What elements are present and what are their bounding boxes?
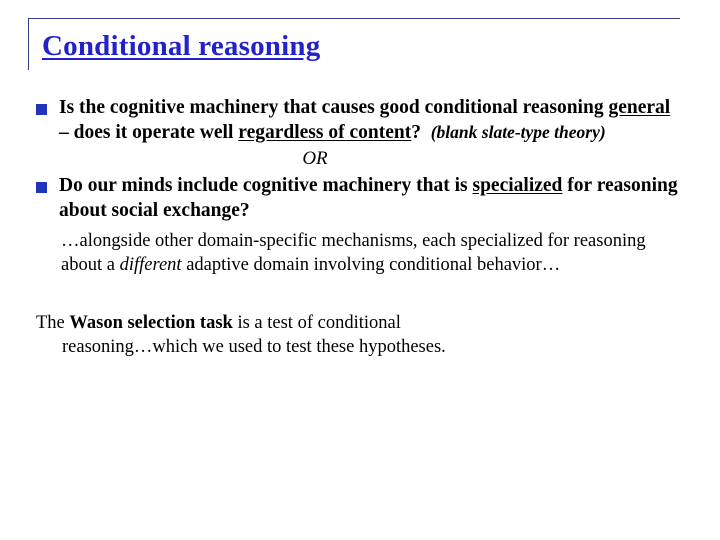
bullet-2-lead: Do our minds include cognitive machinery that is bbox=[59, 174, 473, 196]
closing-paragraph bbox=[36, 311, 684, 360]
closing-bold-term: Wason selection task bbox=[69, 312, 233, 333]
title-left-divider bbox=[28, 18, 29, 70]
bullet-1-underline-regardless: regardless of content bbox=[238, 121, 412, 143]
sub-paragraph-part1: …alongside other domain-specific mechanisms, each specialized for reasoning about a bbox=[61, 230, 646, 275]
bullet-square-icon bbox=[36, 104, 47, 115]
bullet-square-icon bbox=[36, 182, 47, 193]
or-label: OR bbox=[302, 147, 328, 169]
closing-part3: reasoning…which we used to test these hypotheses. bbox=[62, 337, 446, 358]
closing-part1: The bbox=[36, 312, 70, 333]
bullet-1-note: (blank slate-type theory) bbox=[430, 121, 606, 142]
bullet-item-2 bbox=[36, 174, 684, 224]
sub-paragraph-part2: adaptive domain involving conditional behavior… bbox=[181, 254, 561, 275]
bullet-1-lead: Is the cognitive machinery that causes good conditional reasoning bbox=[59, 97, 609, 118]
closing-part2: is a test of conditional bbox=[232, 312, 401, 333]
page-title: Conditional reasoning bbox=[42, 30, 321, 62]
bullet-1-tail: ? bbox=[411, 121, 421, 143]
slide-body bbox=[36, 96, 684, 360]
bullet-2-underline-specialized: specialized bbox=[472, 174, 563, 196]
bullet-item-1 bbox=[36, 96, 684, 146]
bullet-2-mid: for reasoning about social exchange? bbox=[59, 174, 678, 221]
sub-paragraph bbox=[61, 229, 684, 277]
title-top-divider bbox=[28, 18, 680, 19]
bullet-item-1-text bbox=[59, 96, 684, 146]
sub-paragraph-emphasis: different bbox=[119, 254, 182, 275]
bullet-item-2-text bbox=[59, 174, 684, 224]
bullet-1-underline-general: general bbox=[608, 97, 671, 118]
bullet-1-mid: – does it operate well bbox=[59, 121, 239, 143]
